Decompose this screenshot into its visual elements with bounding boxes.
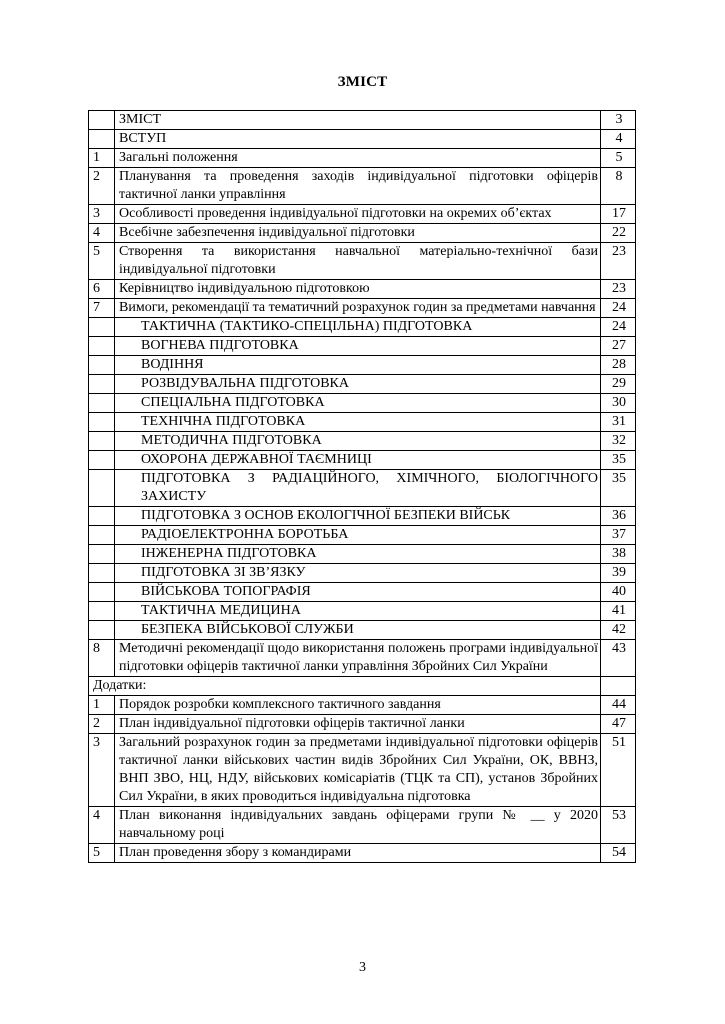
appendix-header-row — [89, 677, 636, 696]
row-page — [601, 677, 636, 696]
row-title: Планування та проведення заходів індивідуальної підготовки офіцерів тактичної ланки управління — [115, 168, 601, 205]
row-number: 2 — [89, 168, 115, 205]
row-title: Всебічне забезпечення індивідуальної підготовки — [115, 224, 601, 243]
row-title: Особливості проведення індивідуальної підготовки на окремих об’єктах — [115, 205, 601, 224]
row-number — [89, 583, 115, 602]
row-page: 39 — [601, 564, 636, 583]
row-title: Методичні рекомендації щодо використання положень програми індивідуальної підготовки офіцерів тактичної ланки управління Збройних Сил України — [115, 640, 601, 677]
row-number — [89, 356, 115, 375]
table-row — [89, 432, 636, 451]
row-number — [89, 413, 115, 432]
row-title: РАДІОЕЛЕКТРОННА БОРОТЬБА — [115, 526, 601, 545]
row-number — [89, 375, 115, 394]
row-page: 29 — [601, 375, 636, 394]
row-page: 43 — [601, 640, 636, 677]
row-title: ОХОРОНА ДЕРЖАВНОЇ ТАЄМНИЦІ — [115, 451, 601, 470]
row-page: 35 — [601, 470, 636, 507]
row-title: План індивідуальної підготовки офіцерів тактичної ланки — [115, 715, 601, 734]
row-title: ВСТУП — [115, 130, 601, 149]
page-number: 3 — [359, 960, 366, 975]
row-number — [89, 564, 115, 583]
table-row — [89, 640, 636, 677]
table-row — [89, 318, 636, 337]
row-page: 41 — [601, 602, 636, 621]
row-number — [89, 526, 115, 545]
row-page: 17 — [601, 205, 636, 224]
row-page: 32 — [601, 432, 636, 451]
table-row — [89, 205, 636, 224]
row-number — [89, 318, 115, 337]
row-number — [89, 432, 115, 451]
row-title: ВОГНЕВА ПІДГОТОВКА — [115, 337, 601, 356]
row-title: ТЕХНІЧНА ПІДГОТОВКА — [115, 413, 601, 432]
row-title: ТАКТИЧНА (ТАКТИКО-СПЕЦІЛЬНА) ПІДГОТОВКА — [115, 318, 601, 337]
row-title: Створення та використання навчальної матеріально-технічної бази індивідуальної підготовки — [115, 243, 601, 280]
table-row — [89, 337, 636, 356]
row-page: 31 — [601, 413, 636, 432]
row-page: 30 — [601, 394, 636, 413]
table-row — [89, 111, 636, 130]
row-page: 51 — [601, 734, 636, 807]
row-page: 22 — [601, 224, 636, 243]
table-row — [89, 807, 636, 844]
row-number — [89, 451, 115, 470]
row-number — [89, 621, 115, 640]
table-row — [89, 564, 636, 583]
row-title: Загальні положення — [115, 149, 601, 168]
table-row — [89, 526, 636, 545]
table-row — [89, 621, 636, 640]
row-number — [89, 337, 115, 356]
table-row — [89, 224, 636, 243]
row-title: МЕТОДИЧНА ПІДГОТОВКА — [115, 432, 601, 451]
row-page: 24 — [601, 299, 636, 318]
row-number: 5 — [89, 844, 115, 863]
row-title: ПІДГОТОВКА ЗІ ЗВ’ЯЗКУ — [115, 564, 601, 583]
row-number — [89, 470, 115, 507]
row-page: 27 — [601, 337, 636, 356]
row-number: 1 — [89, 696, 115, 715]
page-title: ЗМІСТ — [337, 74, 388, 90]
row-page: 24 — [601, 318, 636, 337]
row-page: 44 — [601, 696, 636, 715]
row-title: Порядок розробки комплексного тактичного завдання — [115, 696, 601, 715]
row-number: 6 — [89, 280, 115, 299]
row-number: 1 — [89, 149, 115, 168]
table-row — [89, 243, 636, 280]
row-page: 8 — [601, 168, 636, 205]
row-page: 4 — [601, 130, 636, 149]
table-row — [89, 583, 636, 602]
row-page: 42 — [601, 621, 636, 640]
table-row — [89, 696, 636, 715]
row-title: ТАКТИЧНА МЕДИЦИНА — [115, 602, 601, 621]
row-page: 36 — [601, 507, 636, 526]
row-page: 28 — [601, 356, 636, 375]
row-number — [89, 130, 115, 149]
row-title: ІНЖЕНЕРНА ПІДГОТОВКА — [115, 545, 601, 564]
table-row — [89, 844, 636, 863]
table-row — [89, 545, 636, 564]
row-number — [89, 602, 115, 621]
table-row — [89, 280, 636, 299]
row-title: Керівництво індивідуальною підготовкою — [115, 280, 601, 299]
row-title: Вимоги, рекомендації та тематичний розрахунок годин за предметами навчання — [115, 299, 601, 318]
table-row — [89, 375, 636, 394]
row-page: 47 — [601, 715, 636, 734]
row-page: 40 — [601, 583, 636, 602]
table-row — [89, 356, 636, 375]
appendix-label: Додатки: — [89, 677, 601, 696]
row-page: 37 — [601, 526, 636, 545]
table-row — [89, 470, 636, 507]
row-page: 5 — [601, 149, 636, 168]
row-number: 8 — [89, 640, 115, 677]
table-row — [89, 734, 636, 807]
row-title: Загальний розрахунок годин за предметами індивідуальної підготовки офіцерів тактичної ланки військових частин видів Збройних Сил України, ОК, ВВНЗ, ВНП ЗВО, НЦ, НДУ, військових комісаріатів (ТЦК та СП), установ Збройних Сил України, в яких проводиться індивідуальна підготовка — [115, 734, 601, 807]
row-number: 4 — [89, 807, 115, 844]
table-row — [89, 130, 636, 149]
row-number — [89, 507, 115, 526]
row-title: ПІДГОТОВКА З РАДІАЦІЙНОГО, ХІМІЧНОГО, БІОЛОГІЧНОГО ЗАХИСТУ — [115, 470, 601, 507]
table-row — [89, 715, 636, 734]
row-title: ВОДІННЯ — [115, 356, 601, 375]
row-page: 23 — [601, 280, 636, 299]
table-row — [89, 413, 636, 432]
table-row — [89, 168, 636, 205]
row-number: 4 — [89, 224, 115, 243]
row-title: План проведення збору з командирами — [115, 844, 601, 863]
table-row — [89, 299, 636, 318]
table-row — [89, 602, 636, 621]
row-page: 35 — [601, 451, 636, 470]
table-row — [89, 507, 636, 526]
row-title: План виконання індивідуальних завдань офіцерами групи № __ у 2020 навчальному році — [115, 807, 601, 844]
row-page: 3 — [601, 111, 636, 130]
row-title: РОЗВІДУВАЛЬНА ПІДГОТОВКА — [115, 375, 601, 394]
row-title: ПІДГОТОВКА З ОСНОВ ЕКОЛОГІЧНОЇ БЕЗПЕКИ ВІЙСЬК — [115, 507, 601, 526]
toc-table — [88, 110, 636, 863]
row-number: 7 — [89, 299, 115, 318]
row-title: БЕЗПЕКА ВІЙСЬКОВОЇ СЛУЖБИ — [115, 621, 601, 640]
row-page: 53 — [601, 807, 636, 844]
row-page: 23 — [601, 243, 636, 280]
row-number — [89, 394, 115, 413]
row-number — [89, 545, 115, 564]
row-title: ВІЙСЬКОВА ТОПОГРАФІЯ — [115, 583, 601, 602]
row-number: 5 — [89, 243, 115, 280]
row-title: СПЕЦІАЛЬНА ПІДГОТОВКА — [115, 394, 601, 413]
row-title: ЗМІСТ — [115, 111, 601, 130]
row-page: 38 — [601, 545, 636, 564]
row-number — [89, 111, 115, 130]
row-page: 54 — [601, 844, 636, 863]
table-row — [89, 451, 636, 470]
table-row — [89, 394, 636, 413]
row-number: 3 — [89, 205, 115, 224]
row-number: 3 — [89, 734, 115, 807]
table-row — [89, 149, 636, 168]
row-number: 2 — [89, 715, 115, 734]
